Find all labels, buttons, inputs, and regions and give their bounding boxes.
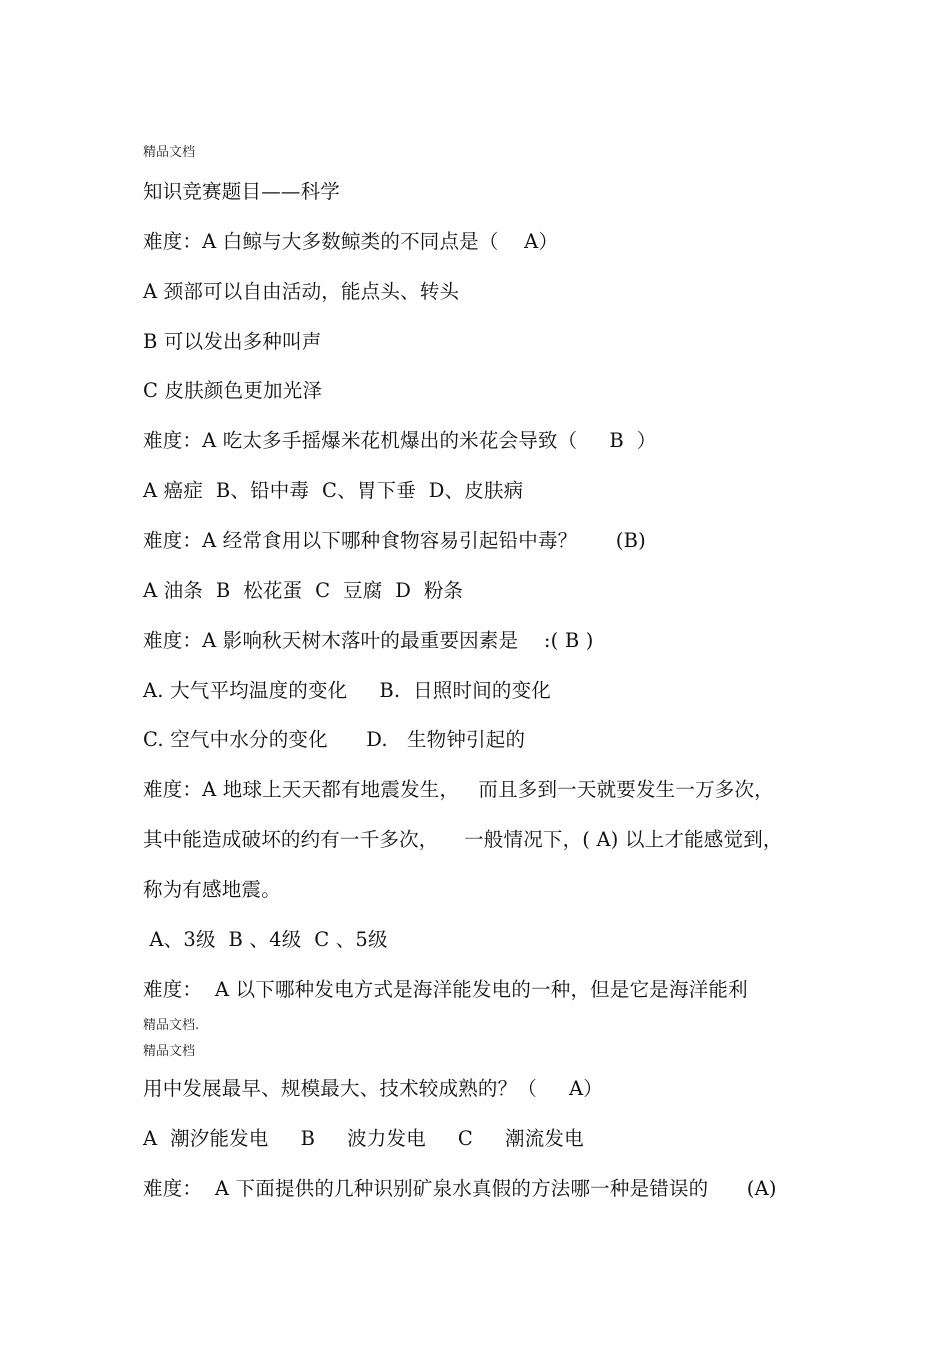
question-line: 难度： A 以下哪种发电方式是海洋能发电的一种，但是它是海洋能利 <box>143 978 748 1001</box>
question-line: 难度：A 吃太多手摇爆米花机爆出的米花会导致（ B ） <box>143 429 657 452</box>
question-line: 难度：A 经常食用以下哪种食物容易引起铅中毒？ (B) <box>143 529 646 552</box>
page-header: 精品文档 <box>143 145 196 160</box>
option-line: C. 空气中水分的变化 D. 生物钟引起的 <box>143 728 526 751</box>
option-line: A 颈部可以自由活动，能点头、转头 <box>143 280 460 303</box>
question-line: 难度：A 影响秋天树木落叶的最重要因素是 :( B ) <box>143 629 594 652</box>
document-title: 知识竞赛题目——科学 <box>143 180 341 203</box>
question-line: 用中发展最早、规模最大、技术较成熟的？（ A） <box>143 1077 603 1100</box>
option-line: A. 大气平均温度的变化 B. 日照时间的变化 <box>143 679 551 702</box>
page-footer: 精品文档. <box>143 1018 200 1033</box>
option-line: B 可以发出多种叫声 <box>143 330 322 353</box>
option-line: C 皮肤颜色更加光泽 <box>143 379 323 402</box>
question-line: 难度：A 地球上天天都有地震发生， 而且多到一天就要发生一万多次， <box>143 778 774 801</box>
question-line: 难度：A 白鲸与大多数鲸类的不同点是（ A） <box>143 230 559 253</box>
question-line: 难度： A 下面提供的几种识别矿泉水真假的方法哪一种是错误的 (A) <box>143 1177 777 1200</box>
option-line: A 油条 B 松花蛋 C 豆腐 D 粉条 <box>143 579 464 602</box>
option-line: A 癌症 B、铅中毒 C、胃下垂 D、皮肤病 <box>143 479 524 502</box>
page-header: 精品文档 <box>143 1044 196 1059</box>
question-line: 其中能造成破坏的约有一千多次， 一般情况下，( A) 以上才能感觉到， <box>143 828 783 851</box>
option-line: A、3级 B 、4级 C 、5级 <box>143 928 388 951</box>
question-line: 称为有感地震。 <box>143 878 281 901</box>
option-line: A 潮汐能发电 B 波力发电 C 潮流发电 <box>143 1127 584 1150</box>
